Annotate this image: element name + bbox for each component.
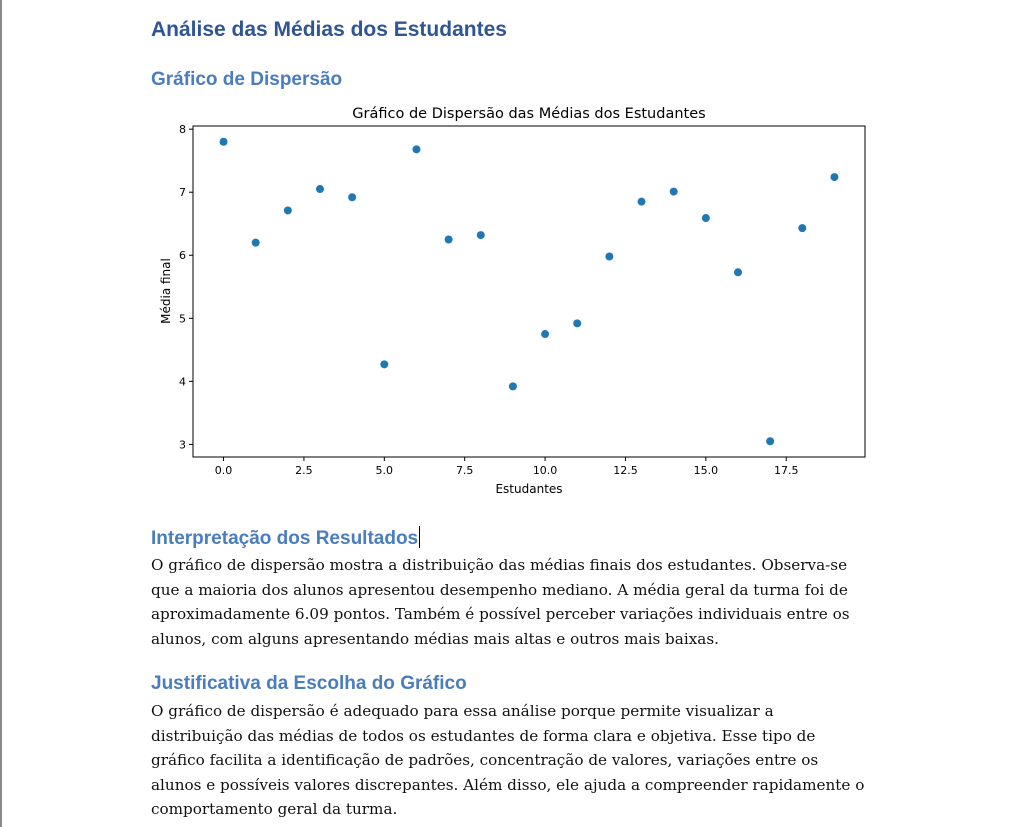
y-tick-label: 8 [179, 123, 186, 137]
paragraph-line: alunos, com alguns apresentando médias mais altas e outros mais baixas. [151, 629, 719, 648]
data-point [380, 360, 388, 368]
data-point [252, 239, 260, 247]
data-point [702, 214, 710, 222]
y-tick-label: 5 [179, 312, 186, 326]
data-point [509, 382, 517, 390]
data-point [316, 185, 324, 193]
text-cursor [419, 526, 420, 548]
data-point [220, 138, 228, 146]
x-tick-label: 17.5 [773, 464, 799, 477]
y-tick-label: 4 [179, 375, 186, 389]
y-axis-label: Média final [159, 258, 173, 324]
document-title: Análise das Médias dos Estudantes [151, 18, 507, 41]
paragraph-line: que a maioria dos alunos apresentou desempenho mediano. A média geral da turma foi de [151, 580, 848, 599]
data-point [638, 198, 646, 206]
paragraph-line: distribuição das médias de todos os estudantes de forma clara e objetiva. Esse tipo de [151, 726, 816, 745]
y-tick-label: 6 [179, 249, 186, 263]
x-tick-label: 10.0 [532, 464, 558, 477]
paragraph-line: aproximadamente 6.09 pontos. Também é possível perceber variações individuais entre os [151, 605, 850, 624]
data-point [445, 235, 453, 243]
data-point [670, 188, 678, 196]
x-tick-label: 15.0 [693, 464, 719, 477]
paragraph-line: alunos e possíveis valores discrepantes. Além disso, ele ajuda a compreender rapidamente o [151, 775, 865, 794]
data-point [798, 224, 806, 232]
section-heading-interpretation [151, 526, 420, 550]
y-axis [179, 123, 193, 451]
section-heading-justification: Justificativa da Escolha do Gráfico [151, 673, 467, 694]
section-heading-chart: Gráfico de Dispersão [151, 69, 343, 90]
x-tick-label: 12.5 [613, 464, 638, 477]
x-tick-label: 5.0 [375, 464, 394, 477]
plot-area [193, 126, 865, 457]
paragraph-line: O gráfico de dispersão é adequado para essa análise porque permite visualizar a [151, 702, 774, 720]
x-tick-label: 0.0 [214, 464, 233, 477]
data-point [541, 330, 549, 338]
x-axis-label: Estudantes [495, 482, 563, 496]
data-point [284, 206, 292, 214]
x-axis [215, 457, 799, 477]
y-tick-label: 7 [179, 186, 186, 200]
scatter-chart [151, 100, 881, 500]
justification-paragraph [151, 699, 886, 822]
interpretation-paragraph [151, 553, 886, 651]
data-point [573, 319, 581, 327]
section-heading-interpretation-text: Interpretação dos Resultados [151, 528, 419, 549]
data-point [412, 145, 420, 153]
data-point [734, 268, 742, 276]
chart-title: Gráfico de Dispersão das Médias dos Estudantes [352, 106, 706, 122]
x-tick-label: 7.5 [455, 464, 474, 477]
paragraph-line: O gráfico de dispersão mostra a distribuição das médias finais dos estudantes. Observa-se [151, 556, 848, 574]
paragraph-line: gráfico facilita a identificação de padrões, concentração de valores, variações entre os [151, 751, 819, 770]
data-point [348, 193, 356, 201]
x-tick-label: 2.5 [295, 464, 313, 477]
y-tick-label: 3 [179, 438, 186, 452]
data-point [830, 173, 838, 181]
paragraph-line: comportamento geral da turma. [151, 800, 398, 819]
data-point [605, 253, 613, 261]
data-points [220, 138, 839, 445]
data-point [477, 231, 485, 239]
data-point [766, 437, 774, 445]
